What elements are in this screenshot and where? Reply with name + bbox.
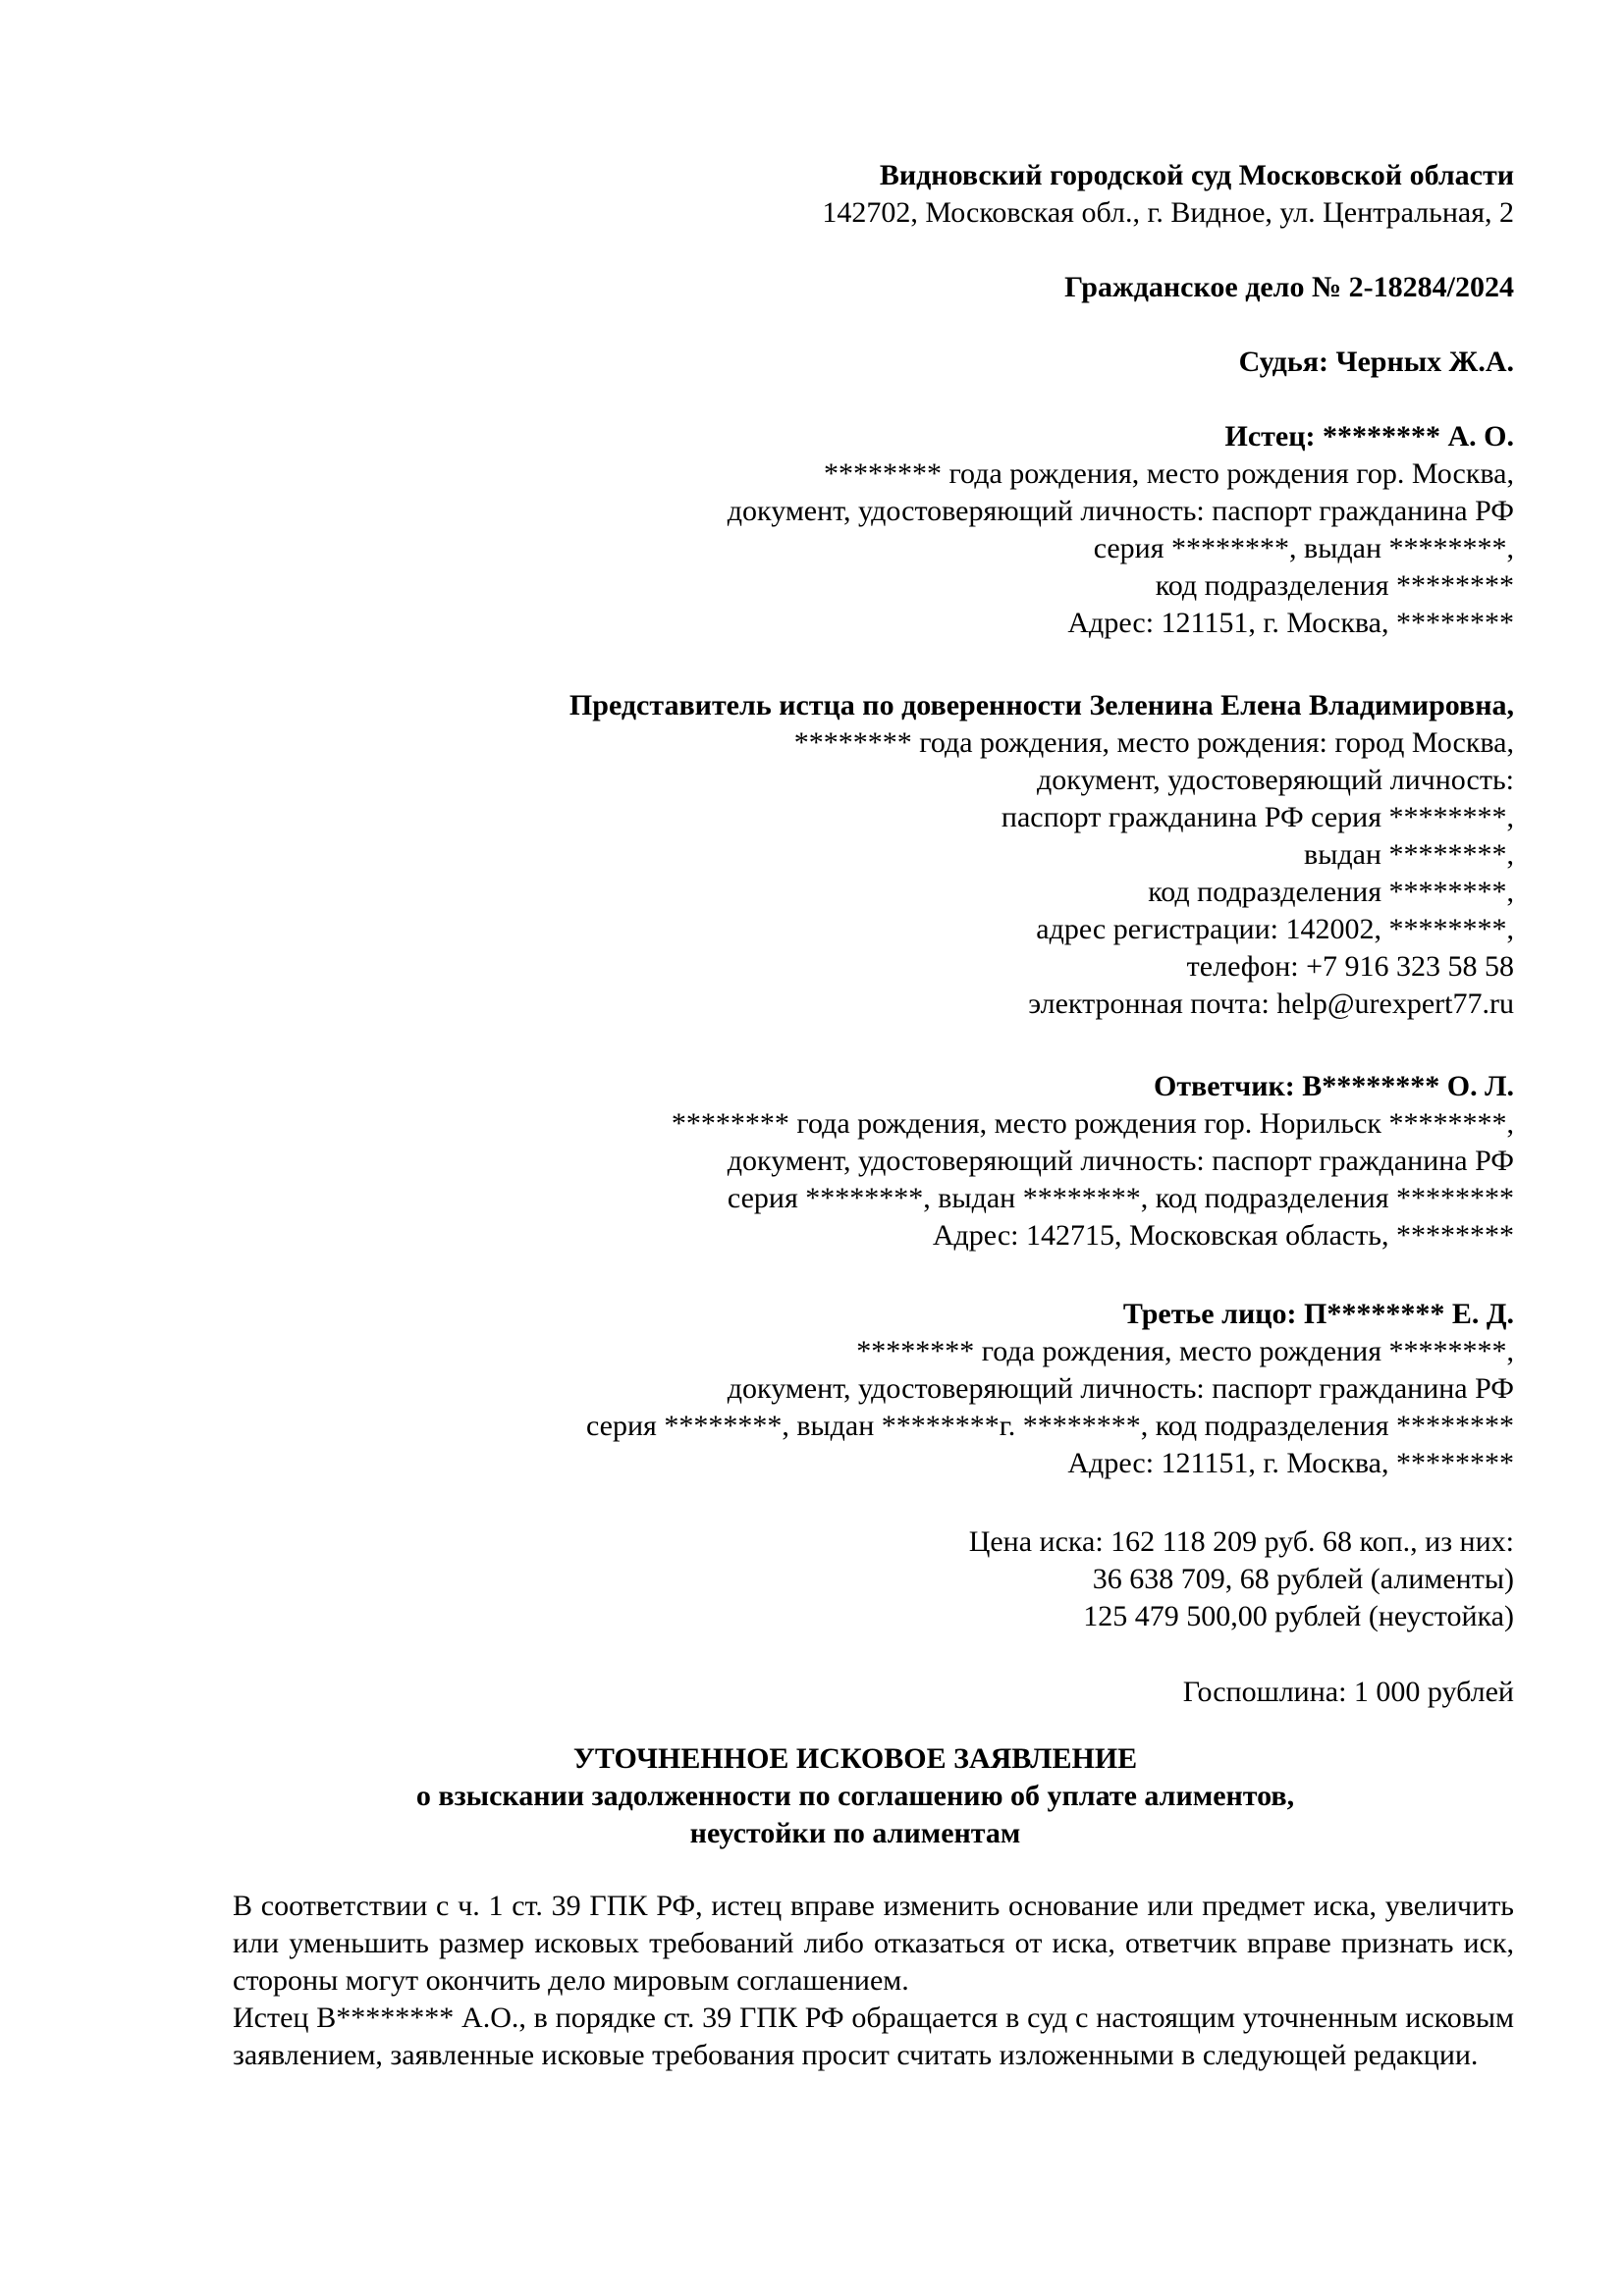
case-number: Гражданское дело № 2-18284/2024 <box>1064 271 1514 303</box>
claim-price-total: Цена иска: 162 118 209 руб. 68 коп., из них: <box>968 1525 1514 1558</box>
title-sub: о взыскании задолженности по соглашению об уплате алиментов, <box>415 1780 1295 1812</box>
judge-block <box>196 344 1514 381</box>
representative-block <box>196 687 1514 1023</box>
third-party-line: документ, удостоверяющий личность: паспорт гражданина РФ <box>727 1372 1514 1405</box>
plaintiff-block <box>196 418 1514 642</box>
defendant-line: документ, удостоверяющий личность: паспорт гражданина РФ <box>727 1145 1514 1177</box>
third-party-line: Адрес: 121151, г. Москва, ******** <box>1067 1447 1514 1479</box>
court-name: Видновский городской суд Московской области <box>879 159 1514 191</box>
third-party-heading: Третье лицо: П******** Е. Д. <box>1122 1298 1514 1330</box>
representative-line: документ, удостоверяющий личность: <box>1037 764 1514 796</box>
judge: Судья: Черных Ж.А. <box>1238 346 1514 378</box>
defendant-heading: Ответчик: В******** О. Л. <box>1153 1070 1514 1102</box>
document-body <box>233 1888 1514 2074</box>
third-party-line: серия ********, выдан ********г. ********, код подразделения ******** <box>585 1410 1514 1442</box>
representative-line: ******** года рождения, место рождения: город Москва, <box>793 726 1514 759</box>
plaintiff-line: серия ********, выдан ********, <box>1093 532 1514 564</box>
representative-email: электронная почта: help@urexpert77.ru <box>1028 988 1514 1020</box>
plaintiff-heading: Истец: ******** А. О. <box>1224 420 1514 453</box>
third-party-line: ******** года рождения, место рождения ********, <box>856 1335 1514 1367</box>
state-fee: Госпошлина: 1 000 рублей <box>1182 1676 1514 1708</box>
body-paragraph: В соответствии с ч. 1 ст. 39 ГПК РФ, истец вправе изменить основание или предмет иска, увеличить или уменьшить размер исковых требований либо отказаться от иска, ответчик вправе признать иск, стороны могут окончить дело мировым соглашением. <box>233 1890 1514 1997</box>
claim-price-penalty: 125 479 500,00 рублей (неустойка) <box>1083 1600 1514 1632</box>
document-title <box>196 1740 1514 1852</box>
claim-price-block <box>196 1523 1514 1635</box>
claim-price-alimony: 36 638 709, 68 рублей (алименты) <box>1092 1563 1514 1595</box>
plaintiff-line: документ, удостоверяющий личность: паспорт гражданина РФ <box>727 495 1514 527</box>
third-party-block <box>196 1296 1514 1482</box>
body-paragraph: Истец В******** А.О., в порядке ст. 39 ГПК РФ обращается в суд с настоящим уточненным исковым заявлением, заявленные исковые требования просит считать изложенными в следующей редакции. <box>233 2002 1514 2071</box>
plaintiff-line: Адрес: 121151, г. Москва, ******** <box>1067 607 1514 639</box>
case-number-block <box>196 269 1514 306</box>
defendant-line: ******** года рождения, место рождения гор. Норильск ********, <box>671 1107 1514 1140</box>
defendant-line: Адрес: 142715, Московская область, ******** <box>932 1219 1514 1252</box>
defendant-block <box>196 1068 1514 1255</box>
plaintiff-line: ******** года рождения, место рождения гор. Москва, <box>824 457 1514 490</box>
representative-line: код подразделения ********, <box>1148 876 1514 908</box>
representative-line: выдан ********, <box>1304 838 1514 871</box>
court-header <box>196 157 1514 232</box>
plaintiff-line: код подразделения ******** <box>1155 569 1514 602</box>
title-sub: неустойки по алиментам <box>689 1817 1021 1849</box>
defendant-line: серия ********, выдан ********, код подразделения ******** <box>727 1182 1514 1214</box>
representative-phone: телефон: +7 916 323 58 58 <box>1186 950 1514 983</box>
title-main: УТОЧНЕННОЕ ИСКОВОЕ ЗАЯВЛЕНИЕ <box>572 1742 1138 1775</box>
fee-block <box>196 1674 1514 1711</box>
court-address: 142702, Московская обл., г. Видное, ул. Центральная, 2 <box>822 196 1514 229</box>
representative-heading: Представитель истца по доверенности Зеленина Елена Владимировна, <box>568 689 1514 721</box>
representative-line: адрес регистрации: 142002, ********, <box>1036 913 1514 945</box>
representative-line: паспорт гражданина РФ серия ********, <box>1001 801 1514 833</box>
